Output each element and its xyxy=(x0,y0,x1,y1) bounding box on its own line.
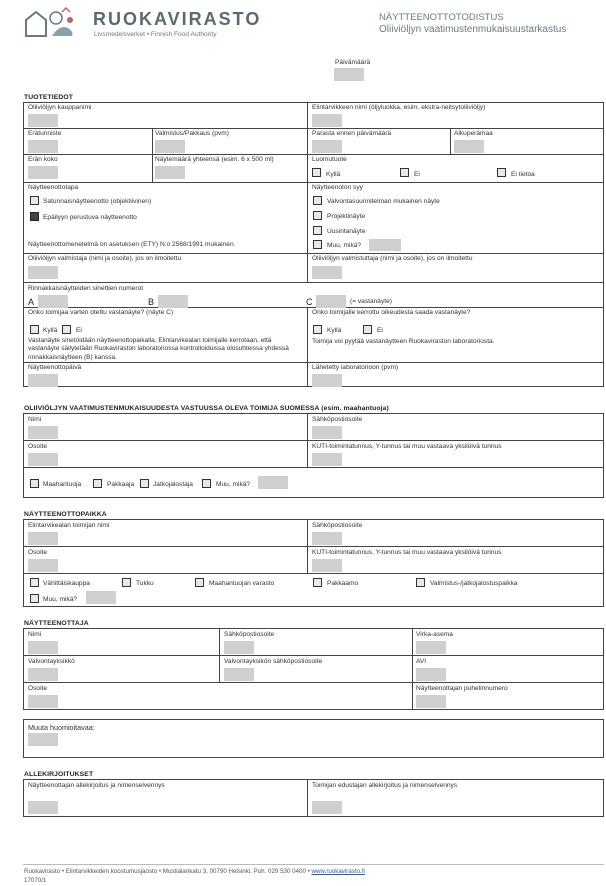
importer-store-label: Maahantuojan varasto xyxy=(209,580,275,587)
footer-divider xyxy=(23,864,604,865)
counter-no-label: Ei xyxy=(76,327,82,334)
sampler-unit-email-label: Valvontayksikön sähköpostiosoite xyxy=(224,658,323,665)
best-before-field[interactable] xyxy=(312,140,342,153)
remarks-field[interactable] xyxy=(28,733,58,746)
section-products: TUOTETIEDOT xyxy=(24,94,74,101)
counter-sample-question: Onko toimijaa varten otettu vastanäyte? (näyte C) xyxy=(28,309,174,316)
operator-other-label: Muu, mikä? xyxy=(216,481,251,488)
trade-name-field[interactable] xyxy=(28,114,58,127)
footer-text xyxy=(24,868,365,875)
processor-checkbox[interactable] xyxy=(140,479,149,488)
packer-type-label: Pakkaaja xyxy=(107,481,135,488)
operator-signature-field[interactable] xyxy=(312,801,342,814)
sampler-email-field[interactable] xyxy=(224,641,254,654)
seal-a-field[interactable] xyxy=(38,295,68,308)
batch-id-field[interactable] xyxy=(28,140,58,153)
place-address-label: Osoite xyxy=(28,549,48,556)
counter-no-checkbox[interactable] xyxy=(62,325,71,334)
manufacturer-label: Oliiviöljyn valmistaja (nimi ja osoite), jos on ilmoitettu xyxy=(28,255,182,262)
section-place: NÄYTTEENOTTOPAIKKA xyxy=(24,511,107,518)
reason-plan-label: Valvontasuunnitelman mukainen näyte xyxy=(327,198,440,205)
seal-b-label: B xyxy=(148,297,155,307)
section-sampler: NÄYTTEENOTTAJA xyxy=(24,620,89,627)
sampler-table xyxy=(23,628,604,710)
batch-size-field[interactable] xyxy=(28,166,58,179)
right-question: Onko toimijalle kerrottu oikeudesta saada vastanäyte? xyxy=(312,309,471,316)
best-before-label: Parasta ennen päivämäärä xyxy=(312,130,392,137)
manufacture-date-label: Valmistus/Pakkaus (pvm) xyxy=(155,130,229,137)
sampler-avi-field[interactable] xyxy=(416,668,446,681)
sample-date-field[interactable] xyxy=(28,374,58,387)
operator-email-field[interactable] xyxy=(312,426,342,439)
place-other-checkbox[interactable] xyxy=(30,594,39,603)
reason-repeat-checkbox[interactable] xyxy=(313,226,322,235)
date-label: Päivämäärä xyxy=(335,59,371,66)
place-name-label: Elintarvikealan toimijan nimi xyxy=(28,522,110,529)
seal-c-label: C xyxy=(306,297,313,307)
reason-other-label: Muu, mikä? xyxy=(327,242,362,249)
food-name-field[interactable] xyxy=(312,114,342,127)
footer-link[interactable]: www.ruokavirasto.fi xyxy=(311,868,365,875)
place-email-field[interactable] xyxy=(312,532,342,545)
operator-email-label: Sähköpostiosoite xyxy=(312,416,363,423)
remarks-box xyxy=(23,719,604,758)
operator-other-field[interactable] xyxy=(258,476,288,489)
sample-date-label: Näytteenottopäivä xyxy=(28,364,82,371)
sampler-phone-label: Näytteenottajan puhelinnumero xyxy=(416,685,508,692)
counter-yes-checkbox[interactable] xyxy=(30,325,39,334)
sampler-address-field[interactable] xyxy=(28,695,58,708)
operator-signature-label: Toimijan edustajan allekirjoitus ja nimenselvennys xyxy=(312,782,458,789)
packing-label: Pakkaamo xyxy=(327,580,359,587)
organic-label: Luomutuote xyxy=(312,156,347,163)
processor-label: Jatkojalostaja xyxy=(153,481,193,488)
manufacturing-checkbox[interactable] xyxy=(416,578,425,587)
brand-subtitle: Livsmedelsverket • Finnish Food Authority xyxy=(94,31,217,38)
retail-label: Vähittäiskauppa xyxy=(43,580,90,587)
sampler-unit-email-field[interactable] xyxy=(224,668,254,681)
wholesale-label: Tukku xyxy=(136,580,154,587)
remarks-label: Muuta huomioitavaa: xyxy=(28,723,95,732)
seal-c-field[interactable] xyxy=(316,295,346,308)
sampler-position-field[interactable] xyxy=(416,641,446,654)
doc-subtitle: Oliiviöljyn vaatimustenmukaisuustarkastus xyxy=(379,24,567,35)
footer-code: 17070/1 xyxy=(24,877,47,884)
right-yes-checkbox[interactable] xyxy=(313,325,322,334)
operator-name-label: Nimi xyxy=(28,416,42,423)
sampler-name-field[interactable] xyxy=(28,641,58,654)
sampler-address-label: Osoite xyxy=(28,685,48,692)
organic-no-label: Ei xyxy=(414,171,420,178)
sampler-position-label: Virka-asema xyxy=(416,631,453,638)
importer-label: Maahantuoja xyxy=(43,481,82,488)
counter-note: Vastanäyte sinetöidään näytteenottopaikalla. Elintarvikealan toimijalle kerrotaan, että vastanäyte säilytetään Ruokaviraston laboratoriossa kontrolloiduissa olosuhteissa yhdessä rinnakkaisnäytteen (B) kanssa. xyxy=(28,337,289,361)
right-no-label: Ei xyxy=(377,327,383,334)
sample-amount-field[interactable] xyxy=(155,166,185,179)
place-other-field[interactable] xyxy=(86,591,116,604)
retail-checkbox[interactable] xyxy=(30,578,39,587)
method-suspect-checkbox[interactable] xyxy=(30,212,39,221)
trade-name-label: Oliiviöljyn kauppanimi xyxy=(28,104,92,111)
counter-yes-label: Kyllä xyxy=(43,327,58,334)
footer-line: Ruokavirasto • Elintarvikkeiden koostumusjaosto • Mustialankatu 3, 00790 Helsinki, Puh. 029 530 0400 • xyxy=(24,868,310,875)
place-address-field[interactable] xyxy=(28,559,58,572)
reason-repeat-label: Uusintanäyte xyxy=(327,228,366,235)
method-suspect-label: Epäilyyn perustuva näytteenotto xyxy=(43,214,137,221)
food-name-label: Elintarvikkeen nimi (öljyluokka, esim. ekstra-neitsytoliiviöljy) xyxy=(312,104,486,111)
reason-other-checkbox[interactable] xyxy=(313,240,322,249)
sampler-signature-label: Näytteenottajan allekirjoitus ja nimenselvennys xyxy=(28,782,165,789)
organic-unknown-label: Ei tietoa xyxy=(511,171,535,178)
organic-yes-label: Kyllä xyxy=(326,171,341,178)
section-signatures: ALLEKIRJOITUKSET xyxy=(24,771,94,778)
packer-label: Oliiviöljyn valmistuttaja (nimi ja osoite), jos on ilmoitettu xyxy=(312,255,473,262)
method-random-checkbox[interactable] xyxy=(30,196,39,205)
place-other-label: Muu, mikä? xyxy=(43,596,78,603)
sampler-name-label: Nimi xyxy=(28,631,42,638)
seal-a-label: A xyxy=(28,297,35,307)
operator-address-label: Osoite xyxy=(28,443,48,450)
method-note: Näytteenottomenetelmä on asetuksen (ETY) N:o 2568/1991 mukainen. xyxy=(28,241,236,248)
reason-other-field[interactable] xyxy=(369,239,401,251)
manufacturing-label: Valmistus-/jatkojalostuspaikka xyxy=(430,580,518,587)
organic-no-checkbox[interactable] xyxy=(400,168,409,177)
reason-project-label: Projektinäyte xyxy=(327,213,366,220)
reason-plan-checkbox[interactable] xyxy=(313,196,322,205)
origin-field[interactable] xyxy=(454,140,484,153)
operator-kuti-label: KUTI-toimintatunnus, Y-tunnus tai muu vastaava yksilöivä tunnus xyxy=(312,443,502,450)
operator-name-field[interactable] xyxy=(28,426,58,439)
operator-kuti-field[interactable] xyxy=(312,453,342,466)
place-name-field[interactable] xyxy=(28,532,58,545)
method-random-label: Satunnaisnäytteenotto (objektiivinen) xyxy=(43,198,152,205)
seal-title: Rinnakkaisnäytteiden sinettien numerot xyxy=(28,285,144,292)
sample-amount-label: Näytemäärä yhteensä (esim. 6 x 500 ml) xyxy=(155,156,274,163)
packer-checkbox[interactable] xyxy=(93,479,102,488)
section-operator: OLIIVIÖLJYN VAATIMUSTENMUKAISUUDESTA VASTUUSSA OLEVA TOIMIJA SUOMESSA (esim. maahantuoja) xyxy=(24,405,389,412)
right-yes-label: Kyllä xyxy=(327,327,342,334)
reason-project-checkbox[interactable] xyxy=(313,211,322,220)
origin-label: Alkuperämaa xyxy=(454,130,493,137)
sent-date-field[interactable] xyxy=(312,374,342,387)
sampler-email-label: Sähköpostiosoite xyxy=(224,631,275,638)
place-kuti-label: KUTI-toimintatunnus, Y-tunnus tai muu vastaava yksilöivä tunnus xyxy=(312,549,502,556)
method-title: Näytteenottotapa xyxy=(28,184,79,191)
reason-title: Näytteenoton syy xyxy=(312,184,363,191)
sampler-unit-label: Valvontayksikkö xyxy=(28,658,75,665)
place-email-label: Sähköpostiosoite xyxy=(312,522,363,529)
sampler-unit-field[interactable] xyxy=(28,668,58,681)
wholesale-checkbox[interactable] xyxy=(122,578,131,587)
logo xyxy=(22,6,78,40)
seal-c-note: (= vastanäyte) xyxy=(350,298,392,305)
seal-b-field[interactable] xyxy=(158,295,188,308)
date-field[interactable] xyxy=(334,68,364,81)
sent-date-label: Lähetetty laboratorioon (pvm) xyxy=(312,364,399,371)
sampler-avi-label: AVI xyxy=(416,658,427,665)
organic-unknown-checkbox[interactable] xyxy=(497,168,506,177)
packer-field[interactable] xyxy=(312,266,342,279)
operator-address-field[interactable] xyxy=(28,453,58,466)
logo-icon xyxy=(22,6,78,40)
right-no-checkbox[interactable] xyxy=(363,325,372,334)
organic-yes-checkbox[interactable] xyxy=(312,168,321,177)
doc-title: NÄYTTEENOTTOTODISTUS xyxy=(379,12,504,23)
batch-id-label: Erätunniste xyxy=(28,130,62,137)
operator-other-checkbox[interactable] xyxy=(202,479,211,488)
brand-name: RUOKAVIRASTO xyxy=(93,9,262,29)
batch-size-label: Erän koko xyxy=(28,156,58,163)
sampler-signature-field[interactable] xyxy=(28,801,58,814)
right-note: Toimija voi pyytää vastanäytteen Ruokaviraston laboratoriosta. xyxy=(312,338,495,345)
manufacture-date-field[interactable] xyxy=(155,140,185,153)
packing-checkbox[interactable] xyxy=(313,578,322,587)
importer-checkbox[interactable] xyxy=(30,479,39,488)
manufacturer-field[interactable] xyxy=(28,266,58,279)
sampler-phone-field[interactable] xyxy=(416,695,446,708)
place-kuti-field[interactable] xyxy=(312,559,342,572)
importer-store-checkbox[interactable] xyxy=(195,578,204,587)
